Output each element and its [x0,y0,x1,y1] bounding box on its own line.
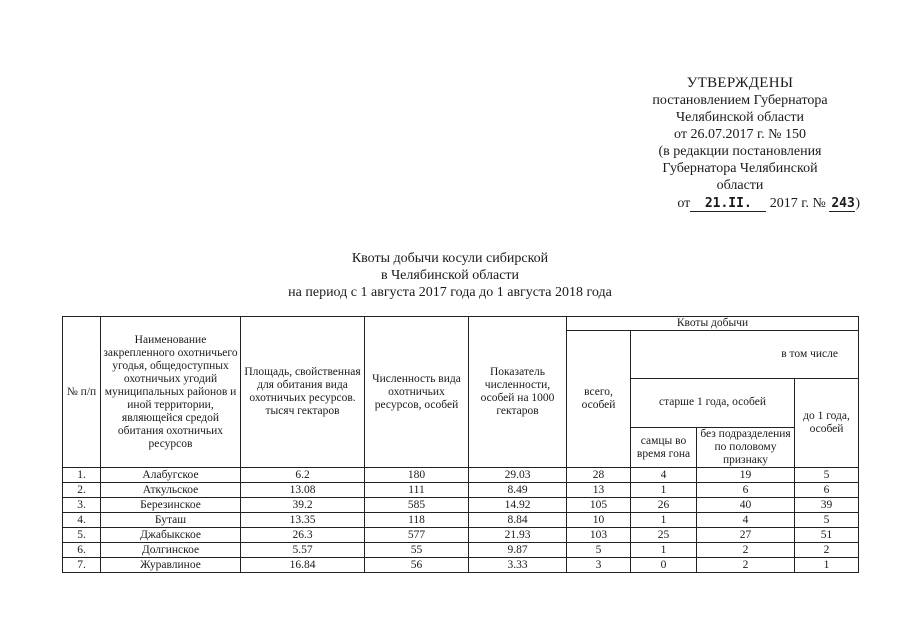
cell-under-one: 1 [795,558,859,573]
cell-population: 111 [365,483,469,498]
cell-num: 3. [63,498,101,513]
cell-num: 2. [63,483,101,498]
approval-line: (в редакции постановления [658,144,822,159]
table-row [63,543,859,558]
title-line-2: в Челябинской области [380,268,520,283]
date-prefix: от [677,196,691,211]
cell-area: 26.3 [241,528,365,543]
title-line-3: на период с 1 августа 2017 года до 1 августа 2018 года [288,285,612,300]
cell-num: 6. [63,543,101,558]
header-num: № п/п [63,317,101,468]
cell-under-one: 5 [795,513,859,528]
cell-population: 180 [365,468,469,483]
table-row [63,468,859,483]
cell-males: 26 [631,498,697,513]
header-quotas: Квоты добычи [567,317,859,331]
cell-total: 10 [567,513,631,528]
table-row [63,558,859,573]
cell-name: Журавлиное [101,558,241,573]
cell-total: 28 [567,468,631,483]
header-older: старше 1 года, особей [631,378,795,428]
cell-total: 5 [567,543,631,558]
cell-population: 585 [365,498,469,513]
cell-density: 21.93 [469,528,567,543]
approval-line: Челябинской области [676,110,804,125]
cell-males: 1 [631,483,697,498]
cell-population: 577 [365,528,469,543]
approval-line: области [716,178,764,193]
cell-density: 29.03 [469,468,567,483]
header-males: самцы во время гона [631,428,697,468]
cell-density: 14.92 [469,498,567,513]
cell-area: 13.08 [241,483,365,498]
cell-total: 13 [567,483,631,498]
approval-line: постановлением Губернатора [652,93,828,108]
header-including: в том числе [631,331,859,379]
approval-line: от 26.07.2017 г. № 150 [674,127,806,142]
cell-males: 1 [631,513,697,528]
cell-no-sex: 40 [697,498,795,513]
header-under-one: до 1 года, особей [795,378,859,468]
header-population: Численность вида охотничьих ресурсов, особей [365,317,469,468]
cell-name: Алабугское [101,468,241,483]
cell-total: 103 [567,528,631,543]
cell-males: 4 [631,468,697,483]
cell-no-sex: 2 [697,558,795,573]
cell-num: 4. [63,513,101,528]
approval-heading: УТВЕРЖДЕНЫ [686,75,794,91]
table-row [63,483,859,498]
approval-date-line [620,195,860,212]
cell-total: 105 [567,498,631,513]
cell-males: 0 [631,558,697,573]
cell-no-sex: 2 [697,543,795,558]
cell-density: 8.84 [469,513,567,528]
header-name: Наименование закрепленного охотничьего угодья, общедоступных охотничьих угодий муниципальных районов и иной территории, являющейся средой обитания охотничьих ресурсов [101,317,241,468]
cell-num: 5. [63,528,101,543]
cell-under-one: 51 [795,528,859,543]
cell-no-sex: 19 [697,468,795,483]
date-year: 2017 г. № [769,196,826,211]
table-row [63,498,859,513]
closing-paren: ) [855,196,860,211]
quota-table [62,316,859,573]
cell-under-one: 39 [795,498,859,513]
approval-line: Губернатора Челябинской [662,161,818,176]
cell-num: 1. [63,468,101,483]
handwritten-date: 21.II. [690,197,766,212]
cell-area: 6.2 [241,468,365,483]
cell-no-sex: 6 [697,483,795,498]
cell-name: Джабыкское [101,528,241,543]
header-no-sex: без подразделения по половому признаку [697,428,795,468]
cell-no-sex: 27 [697,528,795,543]
approval-block [620,75,860,212]
cell-area: 13.35 [241,513,365,528]
cell-males: 1 [631,543,697,558]
cell-males: 25 [631,528,697,543]
cell-area: 16.84 [241,558,365,573]
cell-density: 3.33 [469,558,567,573]
cell-density: 8.49 [469,483,567,498]
header-density: Показатель численности, особей на 1000 гектаров [469,317,567,468]
cell-total: 3 [567,558,631,573]
table-row [63,528,859,543]
cell-area: 5.57 [241,543,365,558]
cell-area: 39.2 [241,498,365,513]
cell-name: Березинское [101,498,241,513]
cell-name: Аткульское [101,483,241,498]
cell-under-one: 6 [795,483,859,498]
cell-under-one: 2 [795,543,859,558]
table-row [63,513,859,528]
cell-density: 9.87 [469,543,567,558]
header-area: Площадь, свойственная для обитания вида охотничьих ресурсов. тысяч гектаров [241,317,365,468]
title-line-1: Квоты добычи косули сибирской [351,251,549,266]
document-title [230,250,670,301]
cell-no-sex: 4 [697,513,795,528]
cell-population: 118 [365,513,469,528]
cell-name: Долгинское [101,543,241,558]
cell-name: Буташ [101,513,241,528]
cell-population: 55 [365,543,469,558]
cell-under-one: 5 [795,468,859,483]
handwritten-doc-number: 243 [831,196,855,211]
header-total: всего, особей [567,331,631,468]
cell-population: 56 [365,558,469,573]
cell-num: 7. [63,558,101,573]
